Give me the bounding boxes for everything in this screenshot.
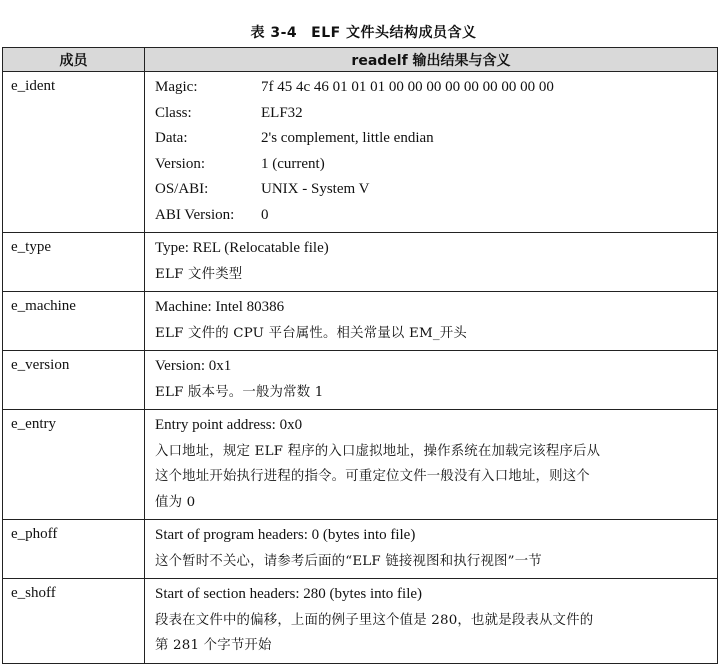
member-name: e_entry (3, 410, 145, 520)
meaning-text: 段表在文件中的偏移，上面的例子里这个值是 280，也就是段表从文件的 (155, 612, 594, 628)
field-line (155, 126, 717, 152)
field-key: Version: (155, 155, 205, 172)
output-cell (145, 233, 718, 292)
field-line (155, 75, 717, 101)
meaning-text: 这个地址开始执行进程的指令。可重定位文件一般没有入口地址，则这个 (155, 469, 590, 484)
readelf-output-line: Start of program headers: 0 (bytes into file) (155, 527, 416, 543)
header-member: 成员 (3, 48, 145, 72)
member-name: e_machine (3, 292, 145, 351)
table-row (3, 351, 718, 410)
meaning-text: 这个暂时不关心，请参考后面的“ELF 链接视图和执行视图”一节 (155, 553, 542, 569)
table-row (3, 579, 718, 664)
field-value: UNIX - System V (261, 181, 370, 197)
field-line (155, 177, 717, 203)
meaning-text: 入口地址，规定 ELF 程序的入口虚拟地址，操作系统在加载完该程序后从 (155, 443, 601, 459)
meaning-text: ELF 版本号。一般为常数 1 (155, 384, 324, 400)
output-cell (145, 579, 718, 664)
field-value: ELF32 (261, 104, 303, 121)
readelf-output-line: Version: 0x1 (155, 358, 232, 374)
output-cell (145, 292, 718, 351)
field-key: Class: (155, 104, 192, 121)
field-value: 7f 45 4c 46 01 01 01 00 00 00 00 00 00 00 00 00 (261, 79, 554, 95)
readelf-output-line: Start of section headers: 280 (bytes into file) (155, 586, 423, 602)
output-cell (145, 72, 718, 233)
field-value: 0 (261, 206, 269, 223)
field-line (155, 152, 717, 178)
output-cell (145, 351, 718, 410)
table-header-row (3, 48, 718, 72)
readelf-output-line: Entry point address: 0x0 (155, 417, 303, 433)
member-name: e_phoff (3, 520, 145, 579)
output-cell (145, 520, 718, 579)
elf-header-table (2, 47, 718, 664)
field-key: Magic: (155, 79, 198, 95)
field-key: ABI Version: (155, 206, 235, 223)
field-key: OS/ABI: (155, 181, 209, 197)
table-row (3, 292, 718, 351)
readelf-output-line: Type: REL (Relocatable file) (155, 240, 329, 256)
cropped-previous-text (0, 0, 727, 8)
member-name: e_version (3, 351, 145, 410)
table-row (3, 72, 718, 233)
table-row (3, 520, 718, 579)
table-number: 表 3-4 (250, 25, 298, 41)
member-name: e_shoff (3, 579, 145, 664)
field-value: 2's complement, little endian (261, 130, 434, 146)
field-line (155, 203, 717, 229)
field-value: 1 (current) (261, 155, 325, 172)
member-name: e_ident (3, 72, 145, 233)
field-line (155, 101, 717, 127)
table-row (3, 233, 718, 292)
meaning-text: ELF 文件的 CPU 平台属性。相关常量以 EM_开头 (155, 325, 467, 341)
meaning-text: 第 281 个字节开始 (155, 638, 272, 653)
meaning-text: ELF 文件类型 (155, 266, 243, 282)
member-name: e_type (3, 233, 145, 292)
meaning-text: 值为 0 (155, 494, 196, 510)
table-title: ELF 文件头结构成员含义 (311, 25, 477, 41)
field-key: Data: (155, 130, 188, 146)
header-output-meaning: readelf 输出结果与含义 (145, 48, 718, 72)
output-cell (145, 410, 718, 520)
table-caption (0, 22, 727, 42)
table-row (3, 410, 718, 520)
readelf-output-line: Machine: Intel 80386 (155, 299, 285, 315)
